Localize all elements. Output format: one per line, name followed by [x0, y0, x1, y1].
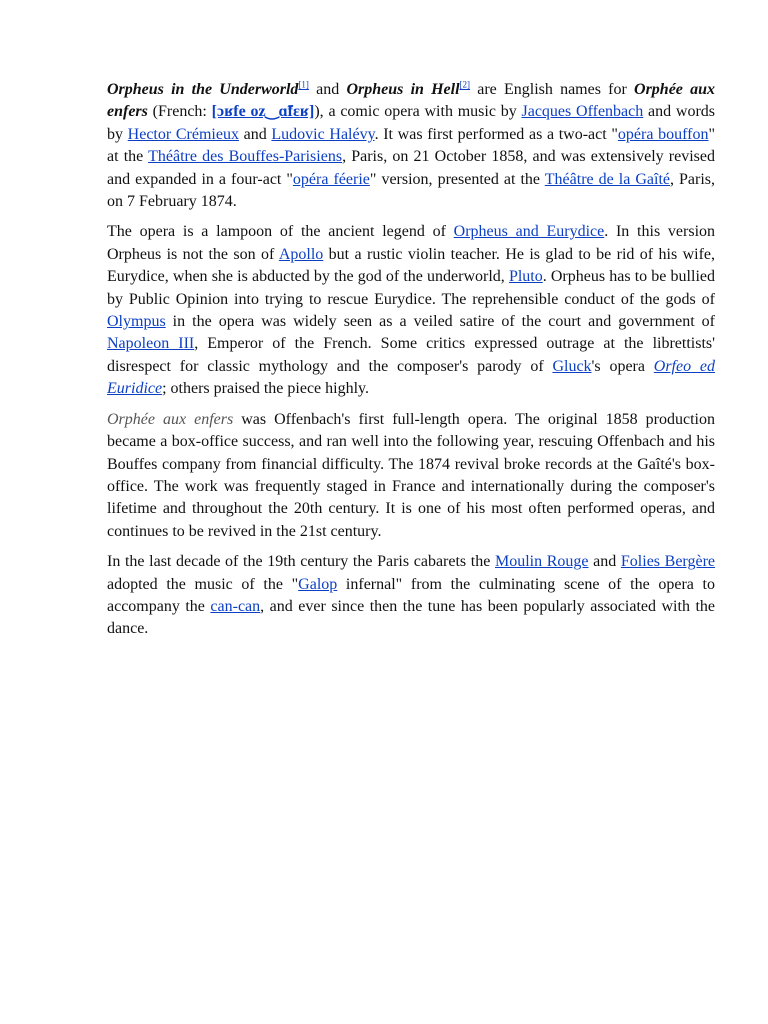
text-span: In the last decade of the 19th century the Paris cabarets the [107, 553, 495, 571]
text-span: and words by [107, 103, 716, 143]
link-can-can[interactable]: can-can [210, 597, 261, 615]
paragraph-3 [107, 409, 715, 543]
link-jacques-offenbach[interactable]: Jacques Offenbach [521, 103, 644, 121]
link-folies-bergere[interactable]: Folies Bergère [620, 553, 716, 571]
text-span: and [588, 553, 621, 571]
citation-link-2[interactable]: [2] [459, 79, 471, 90]
text-span: (French: [147, 103, 212, 121]
text-span: adopted the music of the " [107, 575, 299, 593]
link-olympus[interactable]: Olympus [107, 313, 166, 331]
link-pluto[interactable]: Pluto [508, 268, 543, 286]
text-span: in the opera was widely seen as a veiled satire of the court and government of [165, 313, 715, 331]
link-theatre-bouffes-parisiens[interactable]: Théâtre des Bouffes-Parisiens [148, 148, 343, 166]
text-span: . In this version Orpheus is not the son of [107, 223, 716, 263]
text-span: , Paris, on 21 October 1858, and was extensively revised and expanded in a four-act " [107, 148, 715, 188]
text-span: ; others praised the piece highly. [162, 380, 369, 398]
text-span: , Emperor of the French. Some critics expressed outrage at the librettists' disrespect for classic mythology and the composer's parody of [107, 335, 716, 375]
link-orfeo-ed-euridice[interactable]: Orfeo ed Euridice [107, 357, 715, 398]
link-hector-cremieux[interactable]: Hector Crémieux [127, 125, 239, 143]
text-span: , Paris, on 7 February 1874. [107, 170, 716, 211]
citation-2[interactable] [460, 80, 471, 90]
text-span: and [308, 81, 347, 98]
citation-link-1[interactable]: [1] [298, 79, 309, 90]
link-apollo[interactable]: Apollo [278, 245, 324, 263]
text-span: are English names for [470, 81, 635, 98]
link-napoleon-iii[interactable]: Napoleon III [107, 335, 195, 353]
text-span: 's opera [591, 357, 654, 375]
text-span: and [238, 125, 272, 143]
paragraph-1 [107, 79, 715, 213]
paragraph-2 [107, 221, 715, 400]
text-span: was Offenbach's first full-length opera. The original 1858 production became a box-office success, and ran well into the following year, rescuing Offenbach and his Bouffes company from financial difficulty. The 1874 revival broke records at the Gaîté's box-office. The work was frequently staged in France and internationally during the composer's lifetime and throughout the 20th century. It is one of his most often performed operas, and continues to be revived in the 21st century. [107, 410, 716, 540]
link-opera-feerie[interactable]: opéra féerie [292, 170, 370, 188]
ipa-pronunciation-link[interactable]: [ɔʁfe oz‿ɑ̃fɛʁ] [211, 103, 315, 121]
text-span: " version, presented at the [369, 170, 545, 188]
link-orpheus-and-eurydice[interactable]: Orpheus and Eurydice [453, 223, 605, 241]
text-span: , and ever since then the tune has been popularly associated with the dance. [107, 597, 715, 638]
link-opera-bouffon[interactable]: opéra bouffon [617, 125, 709, 143]
paragraph-4 [107, 551, 715, 641]
text-span: . It was first performed as a two-act " [374, 125, 618, 143]
title-orphee-aux-enfers: Orphée aux enfers [107, 81, 715, 121]
link-ludovic-halevy[interactable]: Ludovic Halévy [271, 125, 375, 143]
link-theatre-de-la-gaite[interactable]: Théâtre de la Gaîté [544, 170, 670, 188]
text-span: The opera is a lampoon of the ancient legend of [107, 223, 454, 241]
link-gluck[interactable]: Gluck [552, 357, 592, 375]
citation-1[interactable] [298, 80, 309, 90]
text-span: but a rustic violin teacher. He is glad to be rid of his wife, Eurydice, when she is abducted by the god of the underworld, [107, 245, 715, 286]
title-orpheus-hell: Orpheus in Hell [346, 81, 460, 98]
text-span: ), a comic opera with music by [314, 103, 522, 121]
text-span: . Orpheus has to be bullied by Public Opinion into trying to rescue Eurydice. The reprehensible conduct of the gods of [107, 268, 715, 308]
link-galop[interactable]: Galop [298, 575, 338, 593]
link-moulin-rouge[interactable]: Moulin Rouge [494, 553, 589, 571]
title-orpheus-underworld: Orpheus in the Underworld [107, 81, 299, 98]
title-orphee-aux-enfers-italic: Orphée aux enfers [107, 410, 234, 428]
text-span: " at the [107, 125, 716, 166]
text-span: infernal" from the culminating scene of the opera to accompany the [107, 575, 715, 615]
article-body [107, 79, 715, 649]
